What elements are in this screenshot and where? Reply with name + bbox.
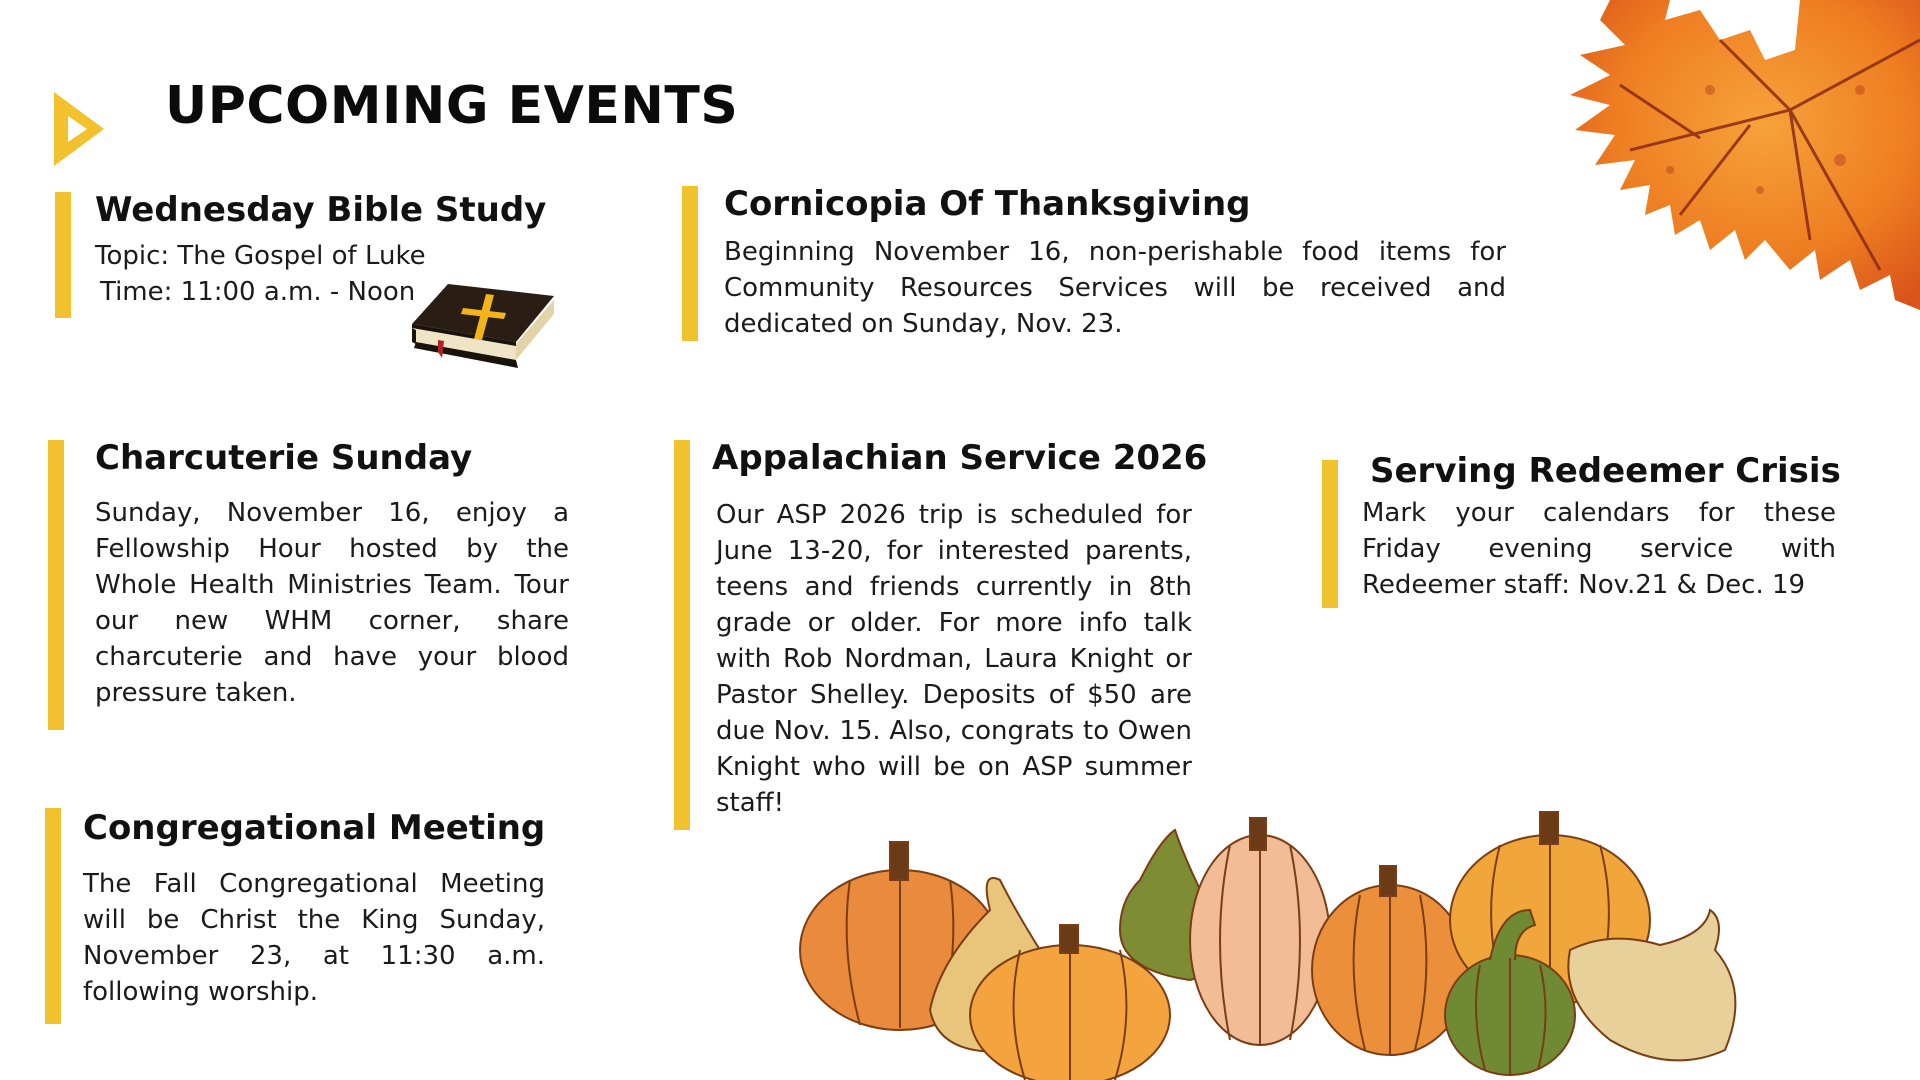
accent-bar	[45, 808, 61, 1024]
event-body-appalachian: Our ASP 2026 trip is scheduled for June 13-20, for interested parents, teens and friends currently in 8th grade or older. For more info talk with Rob Nordman, Laura Knight or Pastor Shelley. Deposits of $50 are due Nov. 15. Also, congrats to Owen Knight who will be on ASP summer staff!	[716, 500, 1192, 818]
event-body-cornucopia: Beginning November 16, non-perishable food items for Community Resources Services will be received and dedicated on Sunday, Nov. 23.	[724, 237, 1506, 339]
event-title-redeemer: Serving Redeemer Crisis	[1370, 451, 1841, 491]
event-body-charcuterie: Sunday, November 16, enjoy a Fellowship Hour hosted by the Whole Health Ministries Team. Tour our new WHM corner, share charcuterie and have your blood pressure taken.	[95, 498, 569, 708]
accent-bar	[674, 440, 690, 830]
bible-book-icon	[408, 244, 558, 370]
event-body-congregational: The Fall Congregational Meeting will be Christ the King Sunday, November 23, at 11:30 a.m. following worship.	[83, 869, 545, 1007]
pumpkin-gourd-illustration	[790, 800, 1760, 1080]
accent-bar	[1322, 460, 1338, 608]
event-title-charcuterie: Charcuterie Sunday	[95, 438, 473, 478]
event-title-congregational: Congregational Meeting	[83, 808, 546, 848]
maple-leaf-illustration	[1550, 0, 1920, 320]
bible-study-time: Time: 11:00 a.m. - Noon	[100, 277, 416, 307]
play-triangle-icon	[52, 90, 106, 168]
event-title-bible-study: Wednesday Bible Study	[95, 190, 547, 230]
page-title: UPCOMING EVENTS	[165, 76, 739, 136]
accent-bar	[55, 192, 71, 318]
event-title-cornucopia: Cornicopia Of Thanksgiving	[724, 184, 1251, 224]
bible-study-topic: Topic: The Gospel of Luke	[95, 241, 426, 271]
accent-bar	[682, 186, 698, 341]
event-body-redeemer: Mark your calendars for these Friday evening service with Redeemer staff: Nov.21 & Dec. 19	[1362, 498, 1836, 600]
accent-bar	[48, 440, 64, 730]
event-title-appalachian: Appalachian Service 2026	[712, 438, 1208, 478]
